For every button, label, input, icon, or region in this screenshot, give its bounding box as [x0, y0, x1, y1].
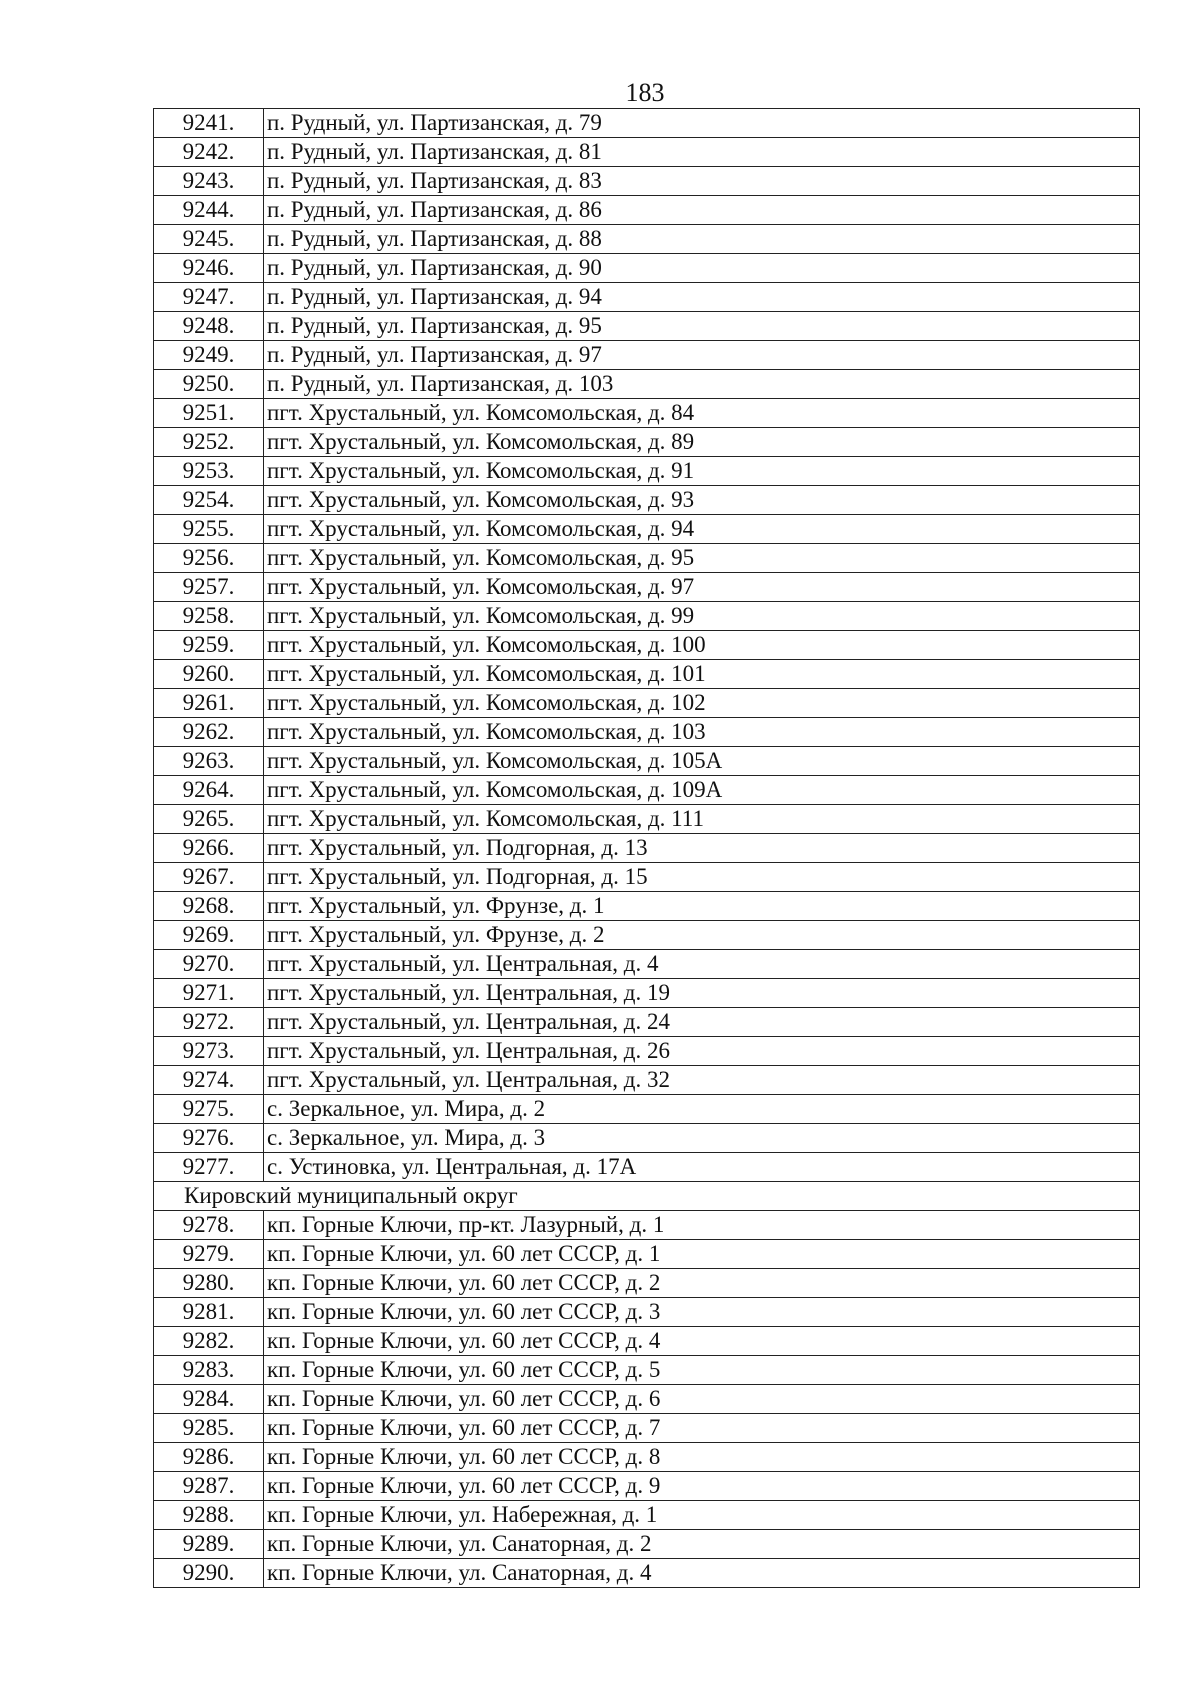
row-number: 9273.: [154, 1037, 264, 1066]
table-row: [154, 892, 1140, 921]
row-address: пгт. Хрустальный, ул. Комсомольская, д. 91: [264, 457, 1140, 486]
row-address: пгт. Хрустальный, ул. Фрунзе, д. 1: [264, 892, 1140, 921]
table-row: [154, 370, 1140, 399]
table-row: [154, 225, 1140, 254]
row-address: пгт. Хрустальный, ул. Подгорная, д. 13: [264, 834, 1140, 863]
row-number: 9264.: [154, 776, 264, 805]
row-number: 9262.: [154, 718, 264, 747]
table-row: [154, 921, 1140, 950]
row-number: 9241.: [154, 109, 264, 138]
table-row: [154, 399, 1140, 428]
row-number: 9272.: [154, 1008, 264, 1037]
row-address: пгт. Хрустальный, ул. Комсомольская, д. 100: [264, 631, 1140, 660]
table-row: [154, 312, 1140, 341]
table-row: [154, 486, 1140, 515]
row-address: кп. Горные Ключи, ул. Санаторная, д. 2: [264, 1530, 1140, 1559]
table-row: [154, 1530, 1140, 1559]
row-number: 9290.: [154, 1559, 264, 1588]
table-row: [154, 1240, 1140, 1269]
row-number: 9245.: [154, 225, 264, 254]
table-row: [154, 196, 1140, 225]
row-number: 9266.: [154, 834, 264, 863]
row-number: 9259.: [154, 631, 264, 660]
table-row: [154, 747, 1140, 776]
row-number: 9278.: [154, 1211, 264, 1240]
row-number: 9260.: [154, 660, 264, 689]
table-row: [154, 1153, 1140, 1182]
row-address: пгт. Хрустальный, ул. Центральная, д. 4: [264, 950, 1140, 979]
table-row: [154, 602, 1140, 631]
row-address: с. Зеркальное, ул. Мира, д. 2: [264, 1095, 1140, 1124]
row-address: пгт. Хрустальный, ул. Комсомольская, д. 109А: [264, 776, 1140, 805]
table-row: [154, 1008, 1140, 1037]
row-number: 9268.: [154, 892, 264, 921]
row-address: п. Рудный, ул. Партизанская, д. 97: [264, 341, 1140, 370]
row-address: кп. Горные Ключи, ул. Санаторная, д. 4: [264, 1559, 1140, 1588]
row-number: 9280.: [154, 1269, 264, 1298]
table-row: [154, 1327, 1140, 1356]
table-row: [154, 1443, 1140, 1472]
row-address: кп. Горные Ключи, ул. 60 лет СССР, д. 1: [264, 1240, 1140, 1269]
row-address: п. Рудный, ул. Партизанская, д. 95: [264, 312, 1140, 341]
row-address: п. Рудный, ул. Партизанская, д. 103: [264, 370, 1140, 399]
row-address: пгт. Хрустальный, ул. Подгорная, д. 15: [264, 863, 1140, 892]
table-row: [154, 167, 1140, 196]
row-number: 9275.: [154, 1095, 264, 1124]
address-table: [153, 108, 1140, 1588]
table-row: [154, 1559, 1140, 1588]
table-row: [154, 950, 1140, 979]
row-number: 9252.: [154, 428, 264, 457]
row-address: кп. Горные Ключи, ул. 60 лет СССР, д. 6: [264, 1385, 1140, 1414]
row-number: 9281.: [154, 1298, 264, 1327]
row-number: 9253.: [154, 457, 264, 486]
row-number: 9263.: [154, 747, 264, 776]
table-row: [154, 1066, 1140, 1095]
row-address: пгт. Хрустальный, ул. Комсомольская, д. 99: [264, 602, 1140, 631]
table-row: [154, 689, 1140, 718]
row-address: пгт. Хрустальный, ул. Комсомольская, д. 95: [264, 544, 1140, 573]
row-address: пгт. Хрустальный, ул. Комсомольская, д. 93: [264, 486, 1140, 515]
table-row: [154, 1124, 1140, 1153]
table-row: [154, 1269, 1140, 1298]
row-number: 9258.: [154, 602, 264, 631]
row-number: 9284.: [154, 1385, 264, 1414]
row-address: пгт. Хрустальный, ул. Комсомольская, д. 102: [264, 689, 1140, 718]
table-row: [154, 1414, 1140, 1443]
row-address: кп. Горные Ключи, ул. Набережная, д. 1: [264, 1501, 1140, 1530]
table-row: [154, 1501, 1140, 1530]
row-address: пгт. Хрустальный, ул. Фрунзе, д. 2: [264, 921, 1140, 950]
row-number: 9283.: [154, 1356, 264, 1385]
row-address: пгт. Хрустальный, ул. Центральная, д. 26: [264, 1037, 1140, 1066]
row-address: пгт. Хрустальный, ул. Комсомольская, д. 97: [264, 573, 1140, 602]
row-address: кп. Горные Ключи, ул. 60 лет СССР, д. 7: [264, 1414, 1140, 1443]
row-number: 9271.: [154, 979, 264, 1008]
table-row: [154, 544, 1140, 573]
row-number: 9251.: [154, 399, 264, 428]
row-number: 9254.: [154, 486, 264, 515]
table-row: [154, 660, 1140, 689]
row-number: 9250.: [154, 370, 264, 399]
row-address: кп. Горные Ключи, ул. 60 лет СССР, д. 4: [264, 1327, 1140, 1356]
table-row: [154, 283, 1140, 312]
row-number: 9282.: [154, 1327, 264, 1356]
row-address: пгт. Хрустальный, ул. Комсомольская, д. 103: [264, 718, 1140, 747]
table-row: [154, 1095, 1140, 1124]
page-number: 183: [625, 78, 665, 107]
table-row: [154, 1472, 1140, 1501]
row-address: пгт. Хрустальный, ул. Центральная, д. 24: [264, 1008, 1140, 1037]
row-address: пгт. Хрустальный, ул. Комсомольская, д. 101: [264, 660, 1140, 689]
table-row: [154, 1298, 1140, 1327]
section-title: Кировский муниципальный округ: [154, 1182, 1140, 1211]
row-number: 9274.: [154, 1066, 264, 1095]
row-number: 9270.: [154, 950, 264, 979]
row-number: 9261.: [154, 689, 264, 718]
row-address: пгт. Хрустальный, ул. Комсомольская, д. 89: [264, 428, 1140, 457]
row-address: п. Рудный, ул. Партизанская, д. 94: [264, 283, 1140, 312]
table-row: [154, 776, 1140, 805]
table-row: [154, 718, 1140, 747]
row-number: 9287.: [154, 1472, 264, 1501]
row-address: п. Рудный, ул. Партизанская, д. 79: [264, 109, 1140, 138]
row-number: 9246.: [154, 254, 264, 283]
row-number: 9285.: [154, 1414, 264, 1443]
row-number: 9248.: [154, 312, 264, 341]
table-row: [154, 428, 1140, 457]
row-number: 9256.: [154, 544, 264, 573]
row-address: кп. Горные Ключи, ул. 60 лет СССР, д. 9: [264, 1472, 1140, 1501]
row-address: п. Рудный, ул. Партизанская, д. 81: [264, 138, 1140, 167]
row-address: пгт. Хрустальный, ул. Комсомольская, д. 111: [264, 805, 1140, 834]
row-address: кп. Горные Ключи, ул. 60 лет СССР, д. 3: [264, 1298, 1140, 1327]
table-row: [154, 805, 1140, 834]
row-number: 9279.: [154, 1240, 264, 1269]
section-header-row: [154, 1182, 1140, 1211]
row-number: 9243.: [154, 167, 264, 196]
table-row: [154, 979, 1140, 1008]
table-row: [154, 834, 1140, 863]
row-number: 9267.: [154, 863, 264, 892]
table-row: [154, 1037, 1140, 1066]
row-number: 9277.: [154, 1153, 264, 1182]
row-address: с. Устиновка, ул. Центральная, д. 17А: [264, 1153, 1140, 1182]
row-number: 9255.: [154, 515, 264, 544]
row-number: 9269.: [154, 921, 264, 950]
table-row: [154, 573, 1140, 602]
row-number: 9242.: [154, 138, 264, 167]
row-address: кп. Горные Ключи, ул. 60 лет СССР, д. 8: [264, 1443, 1140, 1472]
row-number: 9249.: [154, 341, 264, 370]
row-number: 9288.: [154, 1501, 264, 1530]
row-address: кп. Горные Ключи, ул. 60 лет СССР, д. 5: [264, 1356, 1140, 1385]
row-address: пгт. Хрустальный, ул. Комсомольская, д. 105А: [264, 747, 1140, 776]
table-row: [154, 515, 1140, 544]
row-address: с. Зеркальное, ул. Мира, д. 3: [264, 1124, 1140, 1153]
row-address: пгт. Хрустальный, ул. Комсомольская, д. 94: [264, 515, 1140, 544]
row-number: 9244.: [154, 196, 264, 225]
row-address: п. Рудный, ул. Партизанская, д. 90: [264, 254, 1140, 283]
row-number: 9247.: [154, 283, 264, 312]
row-number: 9276.: [154, 1124, 264, 1153]
row-address: п. Рудный, ул. Партизанская, д. 88: [264, 225, 1140, 254]
row-number: 9286.: [154, 1443, 264, 1472]
address-table-body: [154, 109, 1140, 1588]
table-row: [154, 1385, 1140, 1414]
table-row: [154, 138, 1140, 167]
table-row: [154, 1356, 1140, 1385]
row-address: кп. Горные Ключи, пр-кт. Лазурный, д. 1: [264, 1211, 1140, 1240]
row-address: пгт. Хрустальный, ул. Центральная, д. 19: [264, 979, 1140, 1008]
table-row: [154, 1211, 1140, 1240]
row-address: п. Рудный, ул. Партизанская, д. 83: [264, 167, 1140, 196]
table-row: [154, 457, 1140, 486]
row-address: пгт. Хрустальный, ул. Комсомольская, д. 84: [264, 399, 1140, 428]
row-number: 9265.: [154, 805, 264, 834]
table-row: [154, 109, 1140, 138]
table-row: [154, 341, 1140, 370]
row-address: п. Рудный, ул. Партизанская, д. 86: [264, 196, 1140, 225]
table-row: [154, 631, 1140, 660]
row-number: 9257.: [154, 573, 264, 602]
row-address: пгт. Хрустальный, ул. Центральная, д. 32: [264, 1066, 1140, 1095]
row-address: кп. Горные Ключи, ул. 60 лет СССР, д. 2: [264, 1269, 1140, 1298]
table-row: [154, 254, 1140, 283]
table-row: [154, 863, 1140, 892]
row-number: 9289.: [154, 1530, 264, 1559]
